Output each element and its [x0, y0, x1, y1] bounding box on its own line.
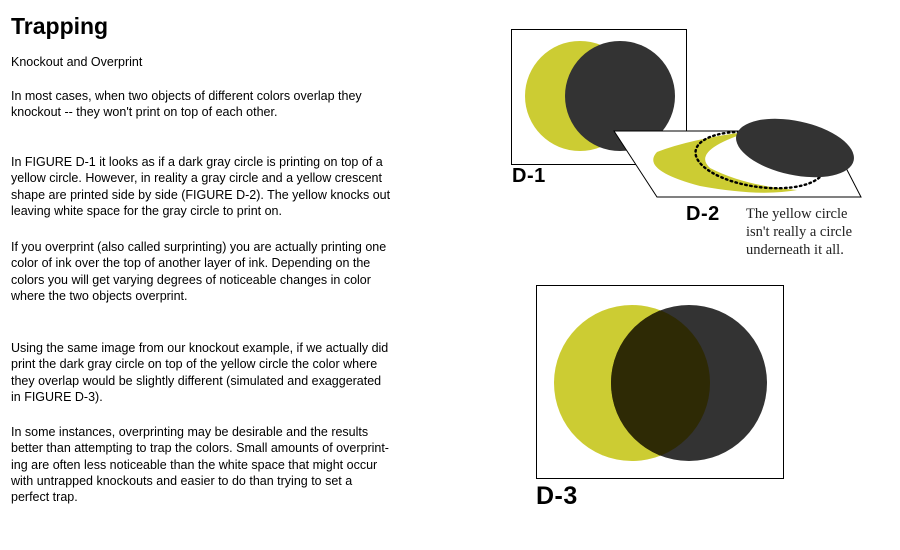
caption-line: isn't really a circle [746, 224, 853, 240]
paragraph-figure-d3 [11, 340, 451, 405]
text-line: In most cases, when two objects of different colors overlap they [11, 89, 362, 103]
paragraph-overprint [11, 239, 451, 304]
figure-d2-label: D-2 [686, 203, 720, 225]
figure-d3-label: D-3 [536, 482, 578, 510]
text-line: In some instances, overprinting may be desirable and the results [11, 425, 369, 439]
caption-line: underneath it all. [746, 242, 844, 258]
paragraph-conclusion [11, 424, 451, 505]
text-line: perfect trap. [11, 490, 78, 505]
paragraph-knockout-intro [11, 88, 451, 121]
text-line: leaving white space for the gray circle to print on. [11, 203, 282, 218]
text-line: in FIGURE D-3). [11, 389, 103, 404]
page-title: Trapping [11, 13, 109, 39]
figure-d1-d2-illustration [500, 20, 880, 200]
text-line: yellow circle. However, in reality a gray circle and a yellow crescent [11, 171, 382, 186]
text-line: color of ink over the top of another layer of ink. Depending on the [11, 256, 371, 271]
text-line: knockout -- they won't print on top of each other. [11, 105, 278, 120]
page-subtitle: Knockout and Overprint [11, 55, 143, 69]
text-line: they overlap would be slightly different (simulated and exaggerated [11, 373, 382, 388]
caption-line: The yellow circle [746, 206, 848, 222]
text-line: Using the same image from our knockout example, if we actually did [11, 341, 389, 355]
text-line: If you overprint (also called surprinting) you are actually printing one [11, 240, 387, 254]
paragraph-figure-d1 [11, 154, 451, 219]
text-line: colors you will get varying degrees of noticeable changes in color [11, 272, 371, 287]
text-line: ing are often less noticeable than the white space that might occur [11, 457, 378, 472]
figure-d3-illustration [530, 280, 790, 485]
text-line: In FIGURE D-1 it looks as if a dark gray circle is printing on top of a [11, 155, 383, 169]
text-line: shape are printed side by side (FIGURE D-2). The yellow knocks out [11, 187, 391, 202]
text-line: where the two objects overprint. [11, 288, 188, 303]
text-line: with untrapped knockouts and easier to do than trying to set a [11, 473, 353, 488]
figure-d2-caption [746, 205, 876, 259]
text-line: better than attempting to trap the colors. Small amounts of overprint- [11, 441, 389, 456]
text-line: print the dark gray circle on top of the yellow circle the color where [11, 357, 378, 372]
figure-d1-label: D-1 [512, 165, 546, 187]
